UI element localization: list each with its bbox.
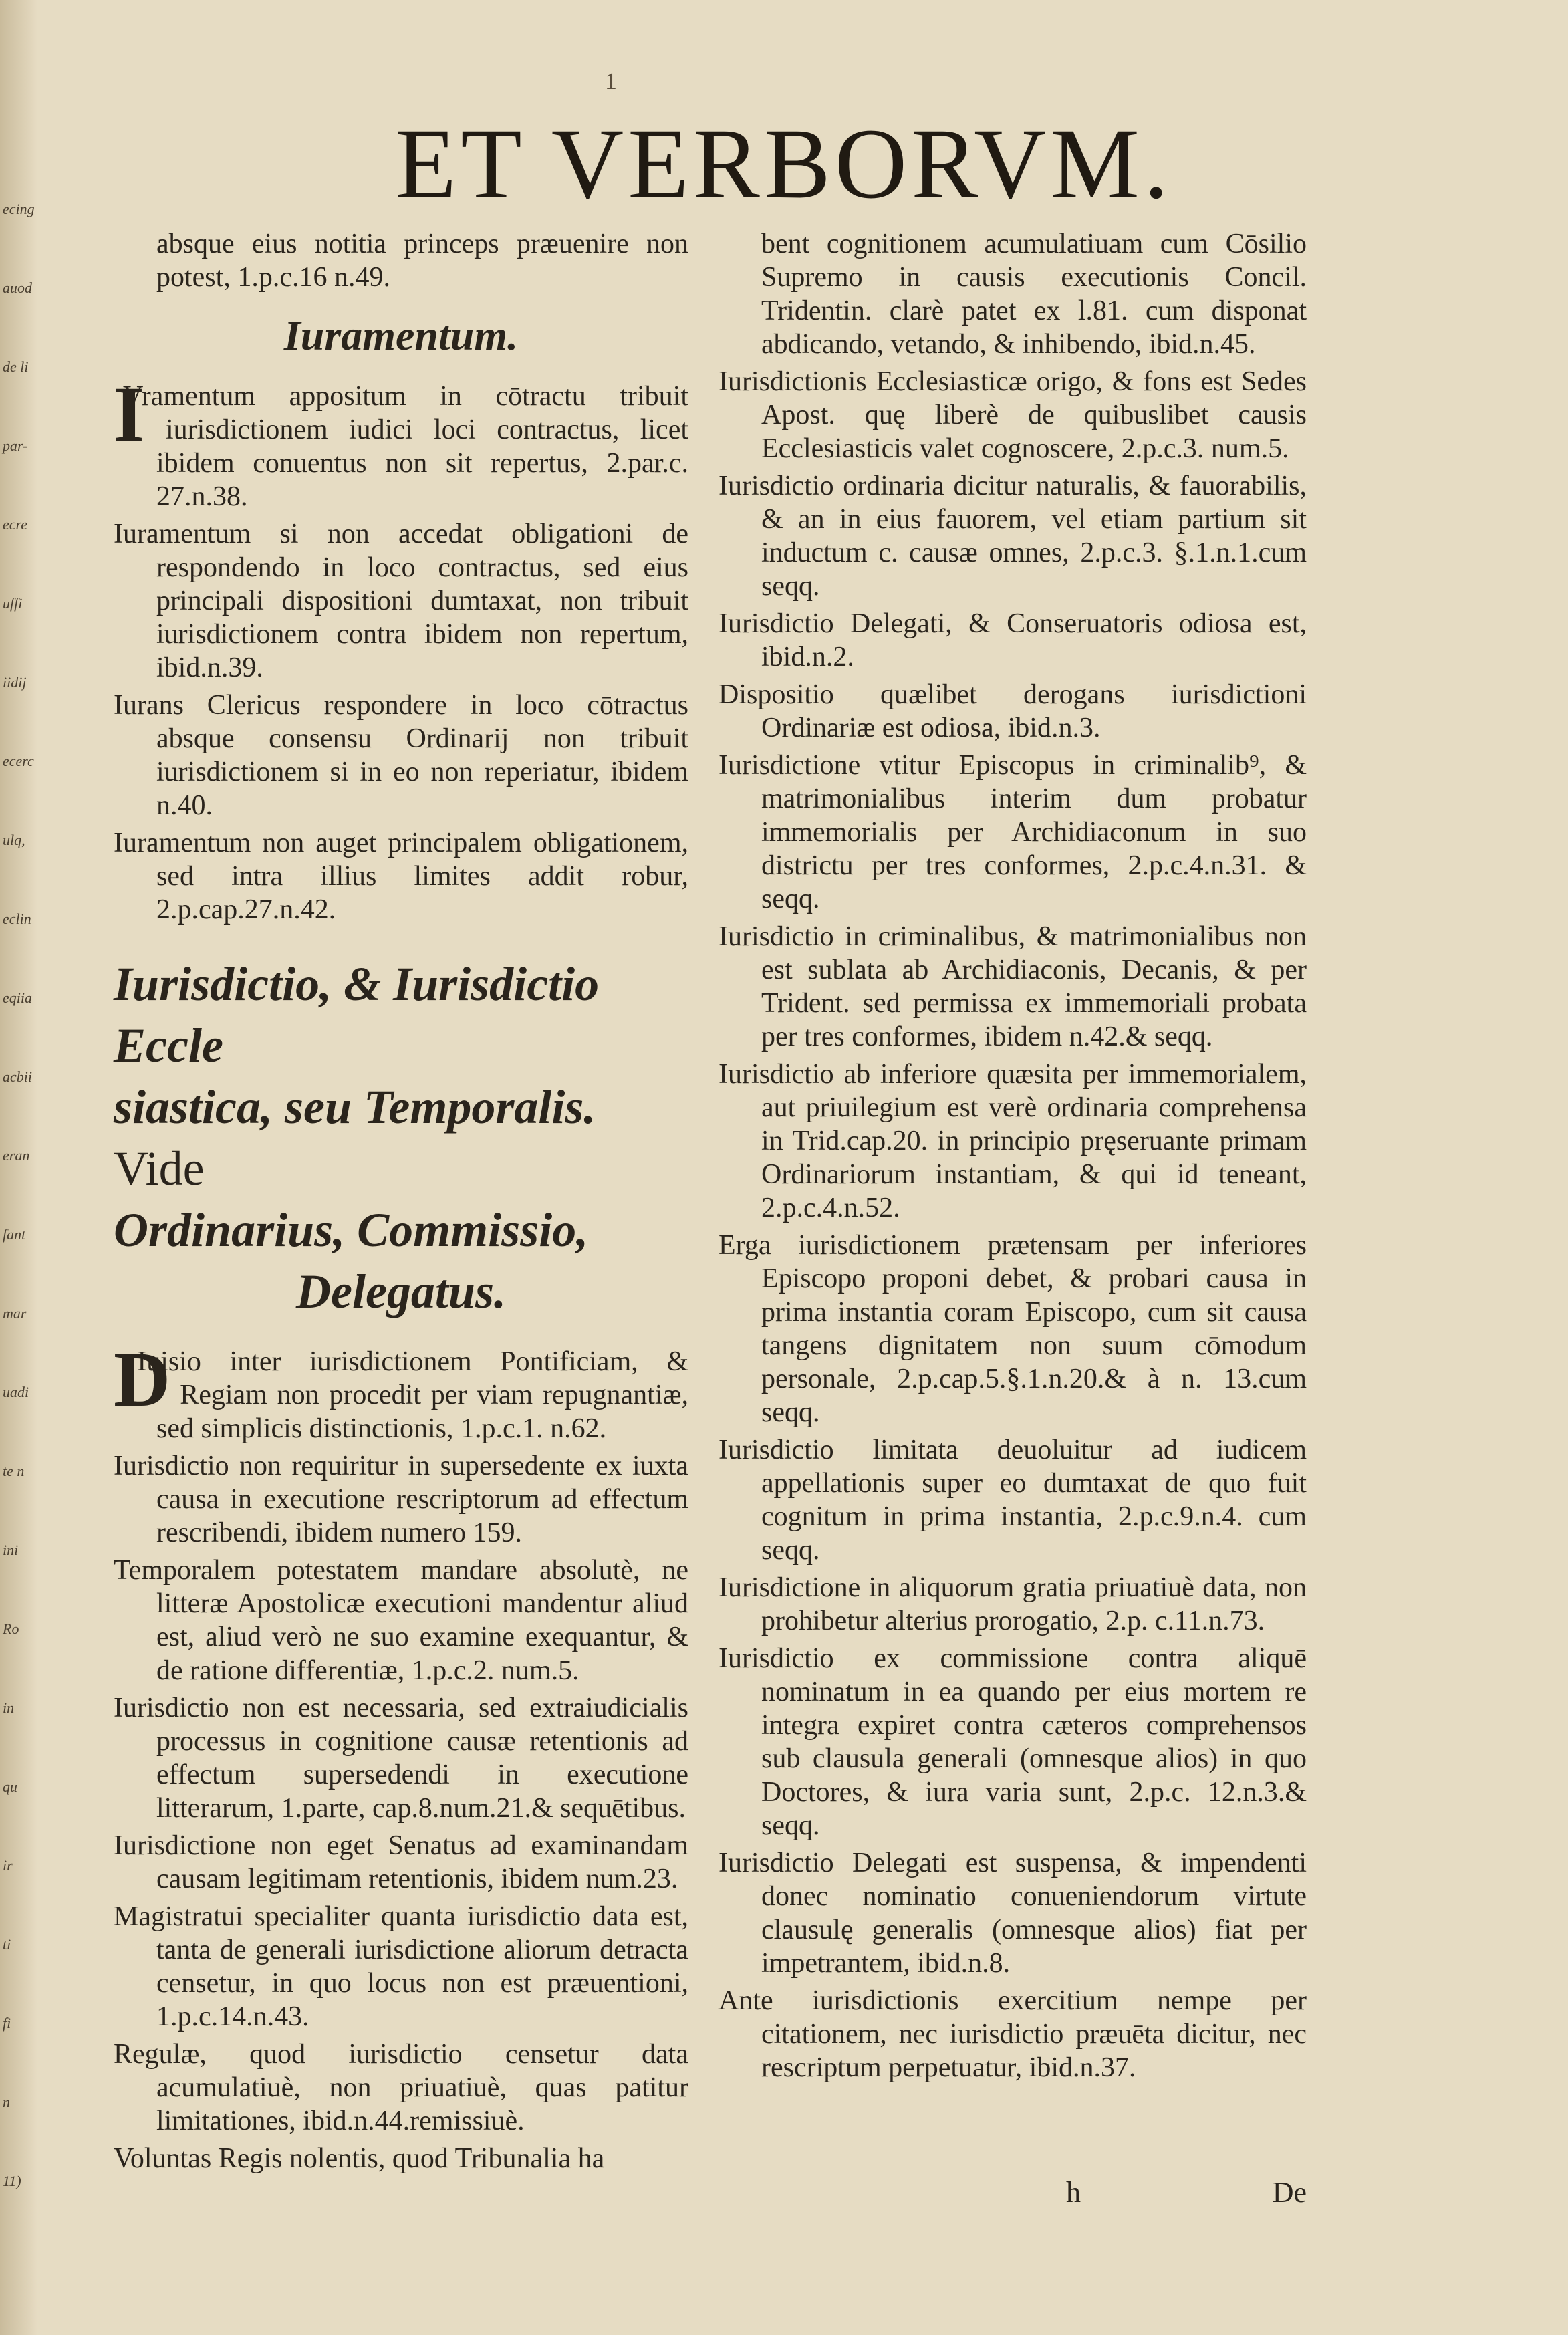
index-entry: Voluntas Regis nolentis, quod Tribunalia ha [114,2143,605,2174]
index-entry: Magistratui specialiter quanta iurisdictio data est, tanta de generali iurisdictione aliorum detracta censetur, in quo locus non est præuentioni, 1.p.c.14.n.43. [114,1901,688,2032]
gutter-fragment: 11) [3,2173,21,2189]
signature-mark: h [1066,2176,1081,2209]
gutter-fragment: ir [3,1857,13,1874]
gutter-fragment: n [3,2094,10,2110]
gutter-fragment: eran [3,1147,30,1164]
gutter-fragment: ecing [3,201,35,217]
index-entry: Ante iurisdictionis exercitium nempe per citationem, nec iurisdictio præuēta dicitur, nec rescriptum perpetuatur, ibid.n.37. [718,1985,1307,2083]
gutter-fragment: in [3,1699,15,1716]
gutter-fragment: fant [3,1226,26,1243]
left-column [114,227,688,2179]
gutter-fragment: eclin [3,910,31,927]
gutter-fragment: fi [3,2015,11,2032]
index-entry: Erga iurisdictionem prætensam per inferiores Episcopo proponi debet, & probari causa in prima instantia coram Episcopo, cum sit causa tangens dignitatem non suum cōmodum personale, 2.p.cap.5.§.1.n.20.& à n. 13.cum seqq. [718,1230,1307,1428]
section-heading-iurisdictio: Iurisdictio, & Iurisdictio Eccle siastica, seu Temporalis. Vide Ordinarius, Commissio, Delegatus. [114,957,600,1318]
entries-iuramentum [114,370,688,927]
gutter-fragment: iidij [3,674,27,691]
index-entry: Iurisdictio non requiritur in supersedente ex iuxta causa in executione rescriptorum ad effectum rescribendi, ibidem numero 159. [114,1451,688,1548]
index-entry: Iurisdictione non eget Senatus ad examinandam causam legitimam retentionis, ibidem num.23. [114,1830,688,1894]
index-entry: Iurisdictio non est necessaria, sed extraiudicialis processus in cognitione causæ retentionis ad effectum supersedendi in executione litterarum, 1.parte, cap.8.num.21.& sequētibus. [114,1693,688,1824]
index-entry: Iurisdictione in aliquorum gratia priuatiuè data, non prohibetur alterius prorogatio, 2.p. c.11.n.73. [718,1572,1307,1636]
index-entry: bent cognitionem acumulatiuam cum Cōsilio Supremo in causis executionis Concil. Tridentin. clarè patet ex l.81. cum disponat abdicando, vetando, & inhibendo, ibid.n.45. [761,229,1307,360]
drop-cap-initial: D [114,1336,171,1423]
index-entry: Iurisdictio Delegati, & Conseruatoris odiosa est, ibid.n.2. [718,608,1307,672]
entries-iurisdictio [114,1336,688,2175]
gutter-fragment: mar [3,1305,27,1322]
index-entry: I Vramentum appositum in cōtractu tribuit iurisdictionem iudici loci contractus, licet ibidem conuentus non sit repertus, 2.par.c. 27.n.38. [114,370,688,512]
index-entry: Iurisdictio ordinaria dicitur naturalis, & fauorabilis, & an in eius fauorem, vel etiam partium sit inductum c. causæ omnes, 2.p.c.3. §.1.n.1.cum seqq. [718,471,1307,602]
index-entry: Dispositio quælibet derogans iurisdictioni Ordinariæ est odiosa, ibid.n.3. [718,679,1307,743]
gutter-fragment: ti [3,1936,11,1953]
index-entry: Iurisdictio in criminalibus, & matrimonialibus non est sublata ab Archidiaconis, Decanis, & per Trident. sed permissa ex immemoriali probata per tres conformes, ibidem n.42.& seqq. [718,921,1307,1052]
index-entry: absque eius notitia princeps præuenire non potest, 1.p.c.16 n.49. [156,229,688,293]
gutter-fragment: uffi [3,595,23,612]
gutter-fragment: ecre [3,516,28,533]
index-entry: Iurisdictio limitata deuoluitur ad iudicem appellationis super eo dumtaxat de quo fuit cognitum in prima instantia, 2.p.c.9.n.4. cum seqq. [718,1435,1307,1566]
index-entry: Iurisdictio Delegati est suspensa, & impendenti donec nominatio conueniendorum virtute clausulę generalis (omnesque alios) fiat per impetrantem, ibid.n.8. [718,1848,1307,1979]
gutter-fragment: auod [3,279,32,296]
gutter-fragment: te n [3,1463,25,1479]
index-entry: Iurans Clericus respondere in loco cōtractus absque consensu Ordinarij non tribuit iurisdictionem si in eo non reperiatur, ibidem n.40. [114,690,688,821]
running-head: ET VERBORVM. [395,108,1173,219]
section-heading-iuramentum: Iuramentum. [283,312,519,359]
gutter-fragment: acbii [3,1068,32,1085]
right-column [718,227,1307,2088]
index-entry: D Iuisio inter iurisdictionem Pontificiam, & Regiam non procedit per viam repugnantiæ, sed simplicis distinctionis, 1.p.c.1. n.62. [114,1336,688,1444]
index-entry: Iurisdictione vtitur Episcopus in criminalib⁹, & matrimonialibus interim dum probatur immemorialis per Archidiaconum in suo districtu per tres conformes, 2.p.c.4.n.31. & seqq. [718,750,1307,914]
index-entry: Regulæ, quod iurisdictio censetur data acumulatiuè, non priuatiuè, quas patitur limitationes, ibid.n.44.remissiuè. [114,2039,688,2136]
catchword: De [1272,2176,1307,2209]
gutter-fragment: par- [3,437,28,454]
gutter-fragment: ini [3,1542,19,1558]
folio-mark: 1 [605,68,617,94]
gutter-fragment: eqiia [3,989,32,1006]
index-entry: Iuramentum non auget principalem obligationem, sed intra illius limites addit robur, 2.p.cap.27.n.42. [114,828,688,925]
gutter-fragment: qu [3,1778,17,1795]
index-entry: Iurisdictionis Ecclesiasticæ origo, & fons est Sedes Apost. quę liberè de quibuslibet causis Ecclesiasticis valet cognoscere, 2.p.c.3. num.5. [718,366,1307,464]
index-entry: Iurisdictio ex commissione contra aliquē nominatum in ea quando per eius mortem re integra expiret contra cæteros comprehensos sub clausula generali (omnesque alios) in quo Doctores, & iura varia sunt, 2.p.c. 12.n.3.& seqq. [718,1643,1307,1841]
gutter-fragment: Ro [3,1620,19,1637]
index-entry: Iuramentum si non accedat obligationi de respondendo in loco contractus, sed eius principali dispositioni dumtaxat, non tribuit iurisdictionem contra ibidem non repertum, ibid.n.39. [114,519,688,683]
binding-gutter [0,0,37,2335]
gutter-fragment: ecerc [3,753,34,769]
index-entry: Temporalem potestatem mandare absolutè, ne litteræ Apostolicæ executioni mandentur aliud est, aliud verò ne suo examine exequantur, & de ratione differentiæ, 1.p.c.2. num.5. [114,1555,688,1686]
gutter-fragment: ulq, [3,832,25,848]
gutter-fragment: uadi [3,1384,29,1400]
gutter-fragment: de li [3,358,29,375]
index-entry: Iurisdictio ab inferiore quæsita per immemorialem, aut priuilegium est verè ordinaria comprehensa in Trid.cap.20. in principio pręseruante primam Ordinariorum instantiam, & qui id teneant, 2.p.c.4.n.52. [718,1059,1307,1223]
